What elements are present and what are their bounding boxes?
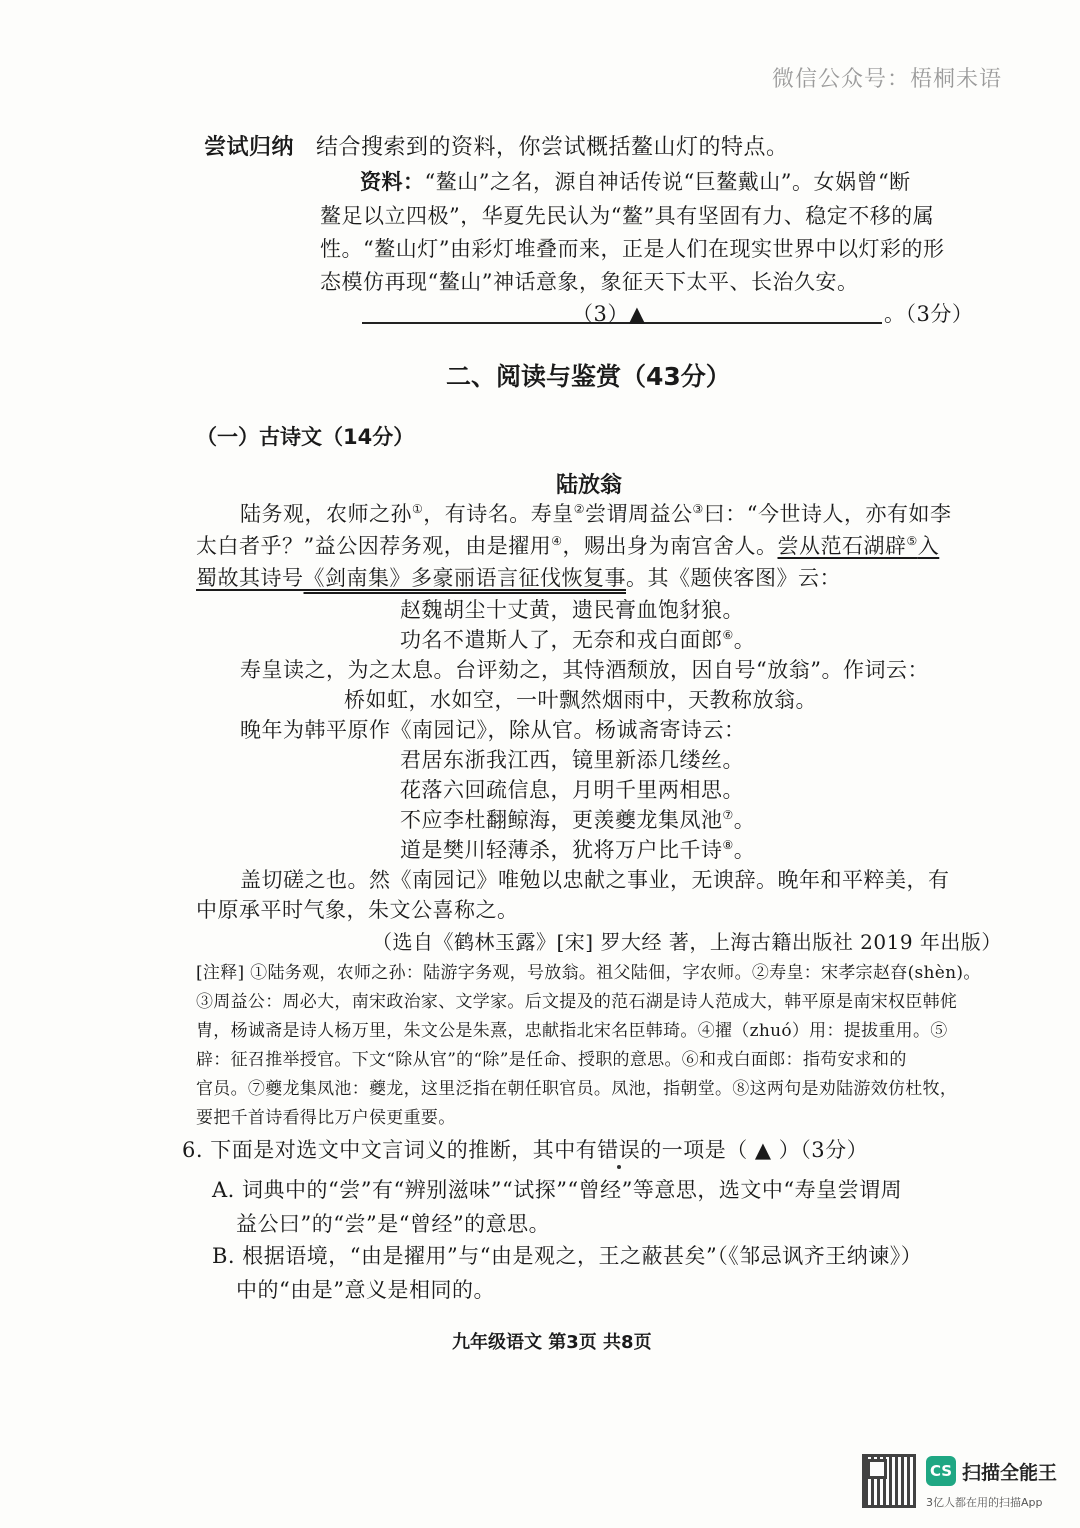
- passage-para-4-line-1: 盖切磋之也。然《南园记》唯勉以忠献之事业，无谀辞。晚年和平粹美，有: [240, 868, 950, 892]
- passage-line-2: 太白者乎？”益公因荐务观，由是擢用④，赐出身为南宫舍人。尝从范石湖辟⑤入: [196, 534, 940, 558]
- note-line: [注释] ①陆务观，农师之孙：陆游字务观，号放翁。祖父陆佃，字农师。②寿皇：宋孝宗赵昚(shèn)。: [196, 963, 981, 983]
- verse-1-1: 赵魏胡尘十丈黄，遗民膏血饱豺狼。: [400, 598, 744, 622]
- note-line: 辟：征召推举授官。下文“除从官”的“除”是任命、授职的意思。⑥和戎白面郎：指苟安求和的: [196, 1050, 907, 1070]
- passage-para-3: 晚年为韩平原作《南园记》，除从官。杨诚斋寄诗云：: [240, 718, 746, 742]
- subsection-title: （一）古诗文（14分）: [196, 425, 415, 449]
- camscanner-logo: CS: [926, 1456, 956, 1486]
- verse-2: 桥如虹，水如空，一叶飘然烟雨中，天教称放翁。: [344, 688, 817, 712]
- answer-blank-end: 。（3分）: [884, 302, 974, 326]
- answer-blank-label: （3）▲: [572, 302, 646, 326]
- section-title: 二、阅读与鉴赏（43分）: [446, 362, 731, 391]
- note-line: 要把千首诗看得比万户侯更重要。: [196, 1108, 456, 1128]
- material-line-4: 态模仿再现“鳌山”神话意象，象征天下太平、长治久安。: [320, 270, 859, 294]
- verse-3-2: 花落六回疏信息，月明千里两相思。: [400, 778, 744, 802]
- material-line-1: 资料：“鳌山”之名，源自神话传说“巨鳌戴山”。女娲曾“断: [360, 170, 911, 194]
- passage-para-2: 寿皇读之，为之太息。台评劾之，其恃酒颓放，因自号“放翁”。作词云：: [240, 658, 929, 682]
- material-label: 资料：: [360, 170, 425, 194]
- passage-line-1: 陆务观，农师之孙①，有诗名。寿皇②尝谓周益公③曰：“今世诗人，亦有如李: [240, 502, 952, 526]
- passage-line-3: 蜀故其诗号《剑南集》多豪丽语言征伐恢复事。其《题侠客图》云：: [196, 566, 841, 590]
- verse-3-1: 君居东浙我江西，镜里新添几缕丝。: [400, 748, 744, 772]
- question-6-option-b-line-2: 中的“由是”意义是相同的。: [236, 1278, 495, 1302]
- question-6-option-b-line-1[interactable]: B. 根据语境，“由是擢用”与“由是观之，王之蔽甚矣”（《邹忌讽齐王纳谏》）: [212, 1244, 923, 1268]
- question-6-option-a-line-1[interactable]: A. 词典中的“尝”有“辨别滋味”“试探”“曾经”等意思，选文中“寿皇尝谓周: [212, 1178, 903, 1202]
- note-line: ③周益公：周必大，南宋政治家、文学家。后文提及的范石湖是诗人范成大，韩平原是南宋权臣韩侂: [196, 992, 958, 1012]
- task-prompt: 结合搜索到的资料，你尝试概括鳌山灯的特点。: [316, 135, 789, 160]
- note-line: 官员。⑦夔龙集凤池：夔龙，这里泛指在朝任职官员。凤池，指朝堂。⑧这两句是劝陆游效仿杜牧，: [196, 1079, 958, 1099]
- passage-para-4-line-2: 中原承平时气象，朱文公喜称之。: [196, 898, 519, 922]
- note-line: 胄，杨诚斋是诗人杨万里，朱文公是朱熹，忠献指北宋名臣韩琦。④擢（zhuó）用：提拔重用。⑤: [196, 1021, 948, 1041]
- question-6-option-a-line-2: 益公曰”的“尝”是“曾经”的意思。: [236, 1212, 551, 1236]
- page-footer: 九年级语文 第3页 共8页: [452, 1332, 652, 1353]
- question-6-stem: 6. 下面是对选文中文言词义的推断，其中有错误的一项是（ ▲ ）（3分）: [182, 1138, 869, 1162]
- camscanner-name: 扫描全能王: [962, 1462, 1058, 1484]
- material-line-2: 鳌足以立四极”，华夏先民认为“鳌”具有坚固有力、稳定不移的属: [320, 204, 935, 228]
- task-label: 尝试归纳: [204, 135, 295, 160]
- poem-title: 陆放翁: [556, 473, 623, 498]
- verse-3-3: 不应李杜翻鲸海，更羡夔龙集凤池⑦。: [400, 808, 756, 832]
- camscanner-tagline: 3亿人都在用的扫描App: [926, 1496, 1043, 1509]
- task-row: [204, 130, 789, 161]
- watermark-text: 微信公众号：梧桐未语: [772, 67, 1003, 92]
- verse-3-4: 道是樊川轻薄杀，犹将万户比千诗⑧。: [400, 838, 756, 862]
- qr-code-icon: [862, 1454, 916, 1508]
- material-line-3: 性。“鳌山灯”由彩灯堆叠而来，正是人们在现实世界中以灯彩的形: [320, 237, 945, 261]
- passage-source: （选自《鹤林玉露》[宋] 罗大经 著，上海古籍出版社 2019 年出版）: [372, 930, 1002, 954]
- verse-1-2: 功名不遣斯人了，无奈和戎白面郎⑥。: [400, 628, 756, 652]
